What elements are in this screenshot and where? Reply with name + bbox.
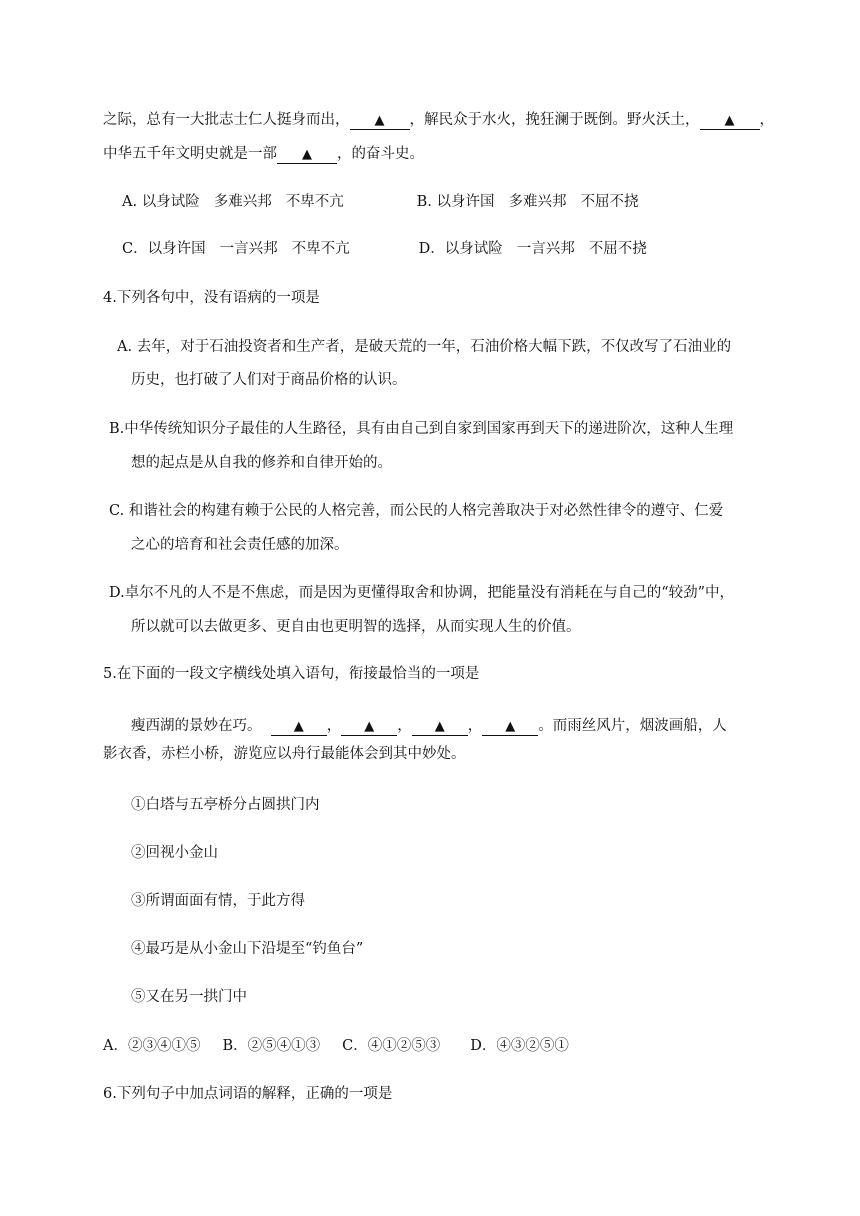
q5-choice-b[interactable]: B．②⑤④①③ <box>222 1038 321 1054</box>
option-word: 多难兴邦 <box>213 194 272 210</box>
option-word: 不卑不亢 <box>285 194 344 210</box>
answer-blank: ▲ <box>412 719 468 736</box>
q3-text-2b: ，的奋斗史。 <box>337 146 424 162</box>
option-label: A. 以身试险 <box>122 194 200 210</box>
q4-option-c-line1[interactable]: C. 和谐社会的构建有赖于公民的人格完善，而公民的人格完善取决于对必然性律令的遵守、仁爱 <box>109 503 724 519</box>
q4-option-a-line1[interactable]: A. 去年，对于石油投资者和生产者，是破天荒的一年，石油价格大幅下跌，不仅改写了石油业的 <box>117 339 732 355</box>
q5-item-3: ③所谓面面有情，于此方得 <box>131 893 305 909</box>
q3-passage-line2 <box>103 144 424 164</box>
q5-choice-a[interactable]: A．②③④①⑤ <box>103 1038 201 1054</box>
answer-blank: ▲ <box>277 147 337 164</box>
answer-blank: ▲ <box>700 113 760 130</box>
q5-text-after: 。而雨丝风片，烟波画船，人 <box>538 718 727 734</box>
q4-stem: 4.下列各句中，没有语病的一项是 <box>103 290 320 306</box>
q5-item-4: ④最巧是从小金山下沿堤至“钓鱼台” <box>131 941 364 957</box>
option-label: B. 以身许国 <box>416 194 495 210</box>
option-word: 不屈不挠 <box>588 241 647 257</box>
q3-options-row1 <box>122 192 638 212</box>
q3-option-c[interactable] <box>122 239 414 259</box>
q5-item-1: ①白塔与五亭桥分占圆拱门内 <box>131 797 320 813</box>
option-word: 不屈不挠 <box>580 194 639 210</box>
option-word: 一言兴邦 <box>516 241 575 257</box>
q3-option-d[interactable] <box>419 239 647 259</box>
answer-blank: ▲ <box>350 113 410 130</box>
punctuation: ， <box>397 718 412 734</box>
option-word: 一言兴邦 <box>219 241 278 257</box>
answer-blank: ▲ <box>341 719 397 736</box>
q4-option-c-line2: 之心的培育和社会责任感的加深。 <box>131 537 349 553</box>
q5-item-5: ⑤又在另一拱门中 <box>131 989 247 1005</box>
q5-text-start: 瘦西湖的景妙在巧。 <box>131 718 262 734</box>
q5-stem: 5.在下面的一段文字横线处填入语句，衔接最恰当的一项是 <box>103 666 480 682</box>
option-label: D．以身试险 <box>418 241 503 257</box>
q4-option-b-line1[interactable]: B.中华传统知识分子最佳的人生路径，具有由自己到自家到国家再到天下的递进阶次，这种人生理 <box>109 421 734 437</box>
q3-option-b[interactable] <box>417 192 639 212</box>
option-word: 多难兴邦 <box>508 194 567 210</box>
q5-choice-d[interactable]: D．④③②⑤① <box>470 1038 569 1054</box>
q6-stem: 6.下列句子中加点词语的解释，正确的一项是 <box>103 1086 393 1102</box>
q4-option-a-line2: 历史，也打破了人们对于商品价格的认识。 <box>131 372 407 388</box>
q5-choices <box>103 1036 569 1056</box>
q5-passage-line1 <box>131 716 727 736</box>
q3-passage-line1 <box>103 110 774 130</box>
q4-option-d-line1[interactable]: D.卓尔不凡的人不是不焦虑，而是因为更懂得取舍和协调，把能量没有消耗在与自己的“较劲”中， <box>109 585 735 601</box>
q3-text-2a: 中华五千年文明史就是一部 <box>103 146 277 162</box>
punctuation: ， <box>326 718 342 734</box>
q4-option-d-line2: 所以就可以去做更多、更自由也更明智的选择，从而实现人生的价值。 <box>131 619 581 635</box>
q5-choice-c[interactable]: C．④①②⑤③ <box>342 1038 441 1054</box>
q3-text-1b: ，解民众于水火，挽狂澜于既倒。野火沃土， <box>409 112 700 128</box>
q5-passage-line2: 影衣香，赤栏小桥，游览应以舟行最能体会到其中妙处。 <box>103 746 466 762</box>
punctuation: ， <box>467 718 483 734</box>
q4-option-b-line2: 想的起点是从自我的修养和自律开始的。 <box>131 455 392 471</box>
option-word: 不卑不亢 <box>291 241 350 257</box>
q3-text-1a: 之际，总有一大批志士仁人挺身而出， <box>103 112 350 128</box>
q5-item-2: ②回视小金山 <box>131 845 218 861</box>
answer-blank: ▲ <box>482 719 538 736</box>
q3-text-1c: ， <box>759 112 774 128</box>
option-label: C．以身许国 <box>122 241 206 257</box>
q3-option-a[interactable] <box>122 192 412 212</box>
answer-blank: ▲ <box>271 719 327 736</box>
q3-options-row2 <box>122 239 647 259</box>
